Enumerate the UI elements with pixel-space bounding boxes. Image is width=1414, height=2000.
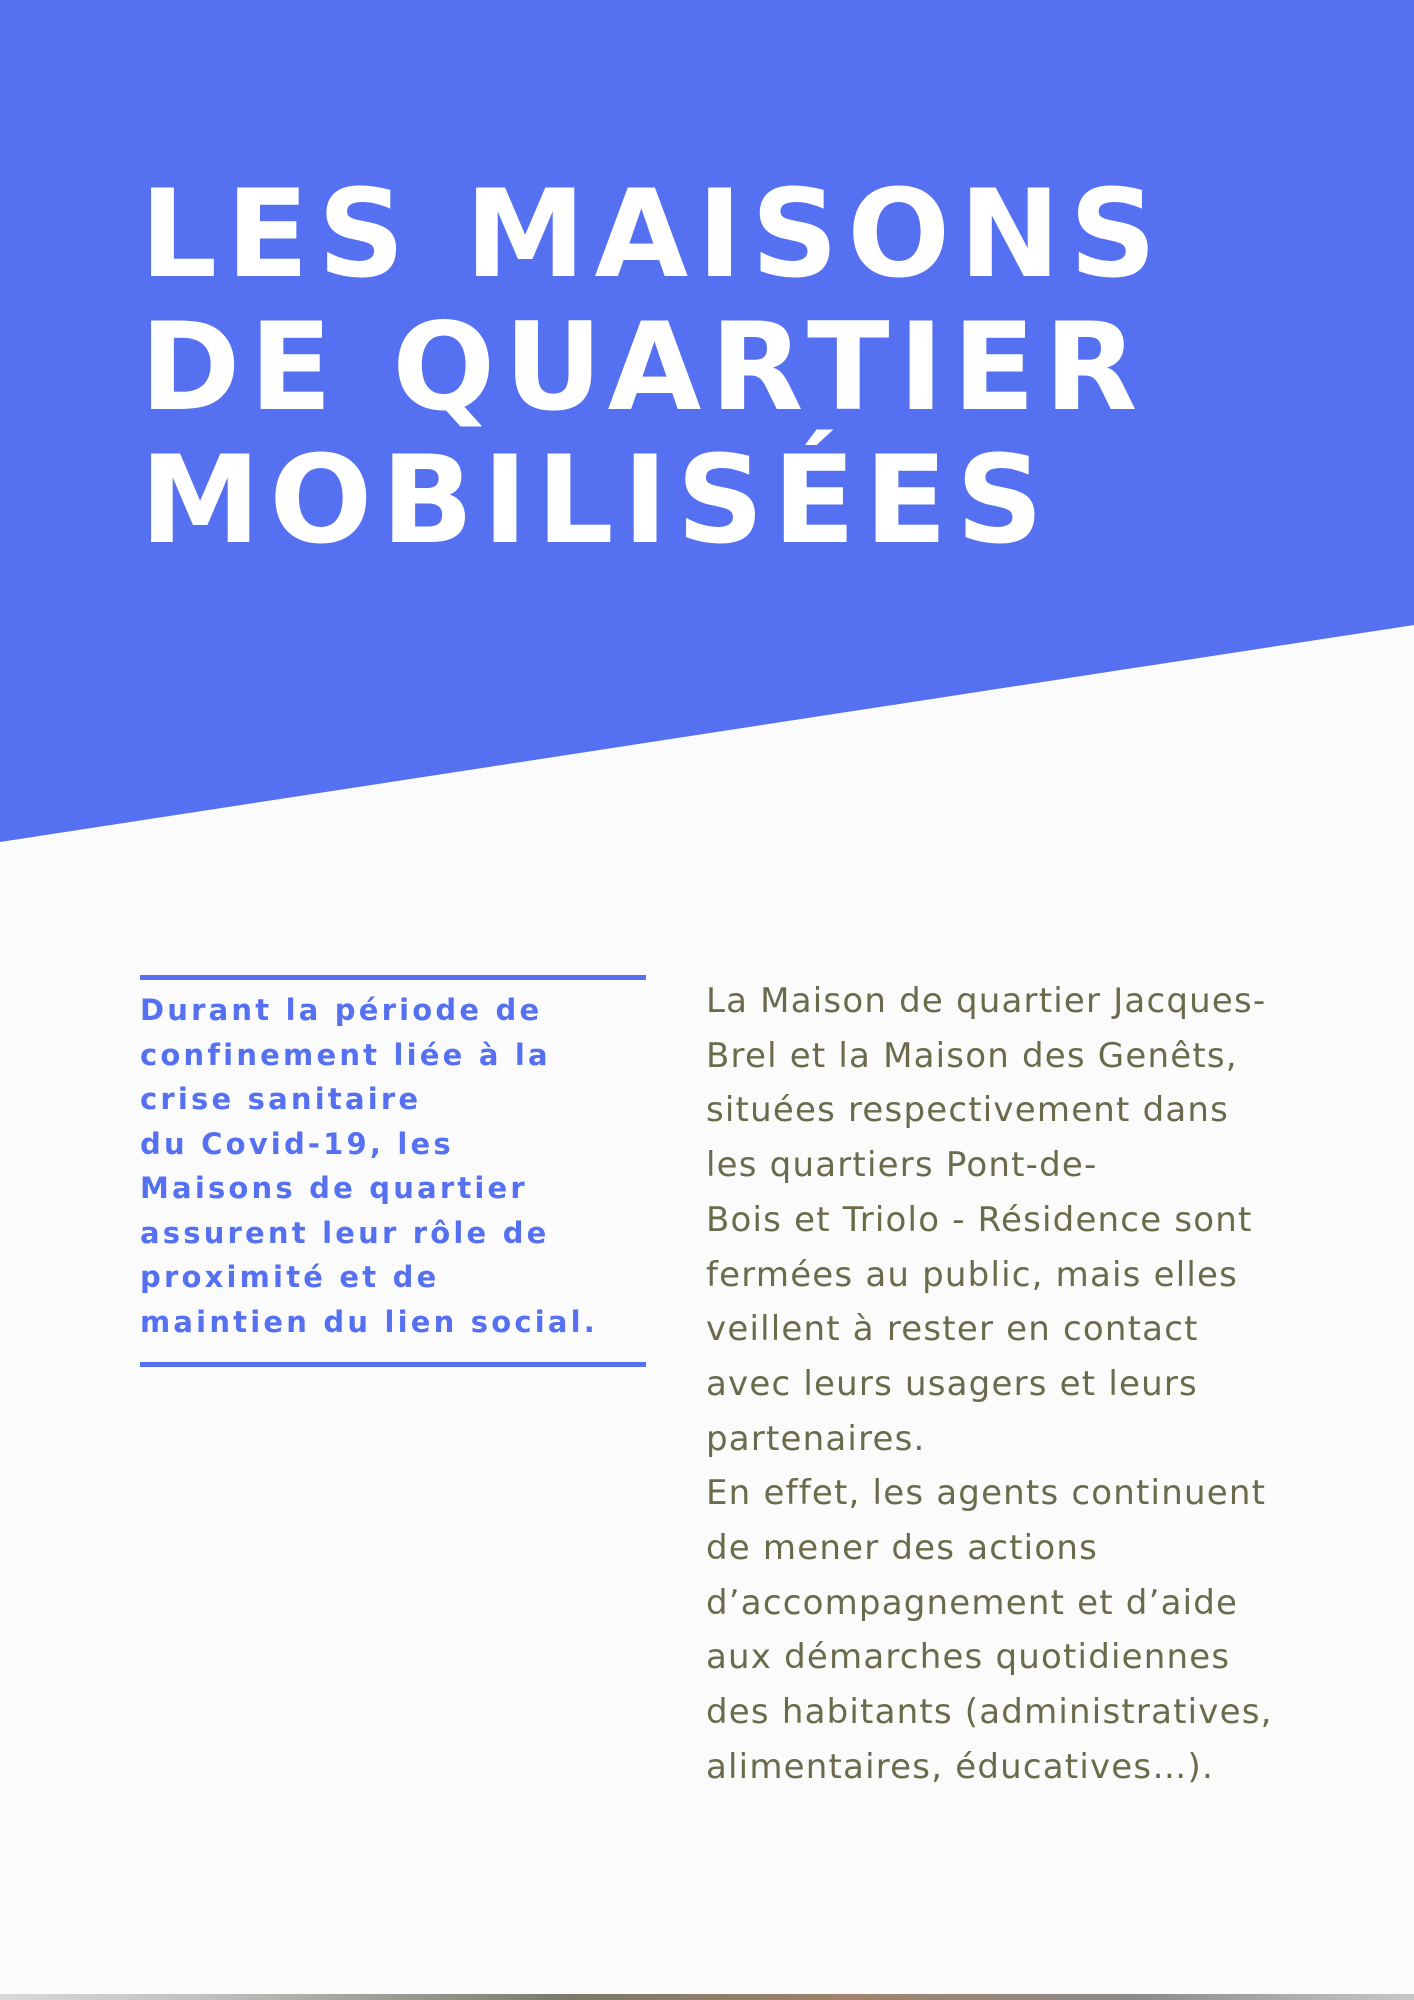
body-line: aux démarches quotidiennes [706, 1637, 1231, 1678]
body-line: En effet, les agents continuent [706, 1473, 1267, 1514]
intro-callout [140, 975, 646, 1367]
intro-line: Durant la période de [140, 993, 543, 1027]
body-line: Brel et la Maison des Genêts, [706, 1035, 1238, 1076]
body-line: situées respectivement dans [706, 1090, 1230, 1131]
intro-line: assurent leur rôle de [140, 1215, 550, 1250]
intro-line: confinement liée à la [140, 1037, 551, 1072]
intro-line: proximité et de [140, 1260, 440, 1294]
body-line: veillent à rester en contact [706, 1309, 1199, 1350]
body-line: fermées au public, mais elles [706, 1254, 1239, 1295]
body-line: de mener des actions [706, 1528, 1098, 1569]
intro-line: Maisons de quartier [140, 1171, 528, 1205]
body-line: des habitants (administratives, [706, 1692, 1273, 1733]
body-text-column [706, 974, 1396, 1795]
body-line: avec leurs usagers et leurs [706, 1363, 1198, 1404]
body-line: partenaires. [706, 1418, 926, 1459]
intro-line: du Covid-19, les [140, 1126, 454, 1161]
body-line: La Maison de quartier Jacques- [706, 981, 1267, 1021]
body-line: alimentaires, éducatives…). [706, 1746, 1214, 1787]
intro-line: maintien du lien social. [140, 1304, 599, 1339]
page-title [140, 164, 1166, 571]
title-line-2: DE QUARTIER [140, 297, 1147, 438]
title-line-1: LES MAISONS [140, 164, 1166, 305]
body-line: d’accompagnement et d’aide [706, 1582, 1239, 1623]
body-paragraph-1 [706, 974, 1396, 1466]
body-line: Bois et Triolo - Résidence sont [706, 1199, 1253, 1240]
footer-image-strip [0, 1994, 1414, 2000]
intro-text [140, 988, 646, 1344]
intro-line: crise sanitaire [140, 1082, 422, 1116]
title-line-3: MOBILISÉES [140, 430, 1053, 571]
body-paragraph-2 [706, 1466, 1396, 1794]
body-line: les quartiers Pont-de- [706, 1145, 1098, 1186]
